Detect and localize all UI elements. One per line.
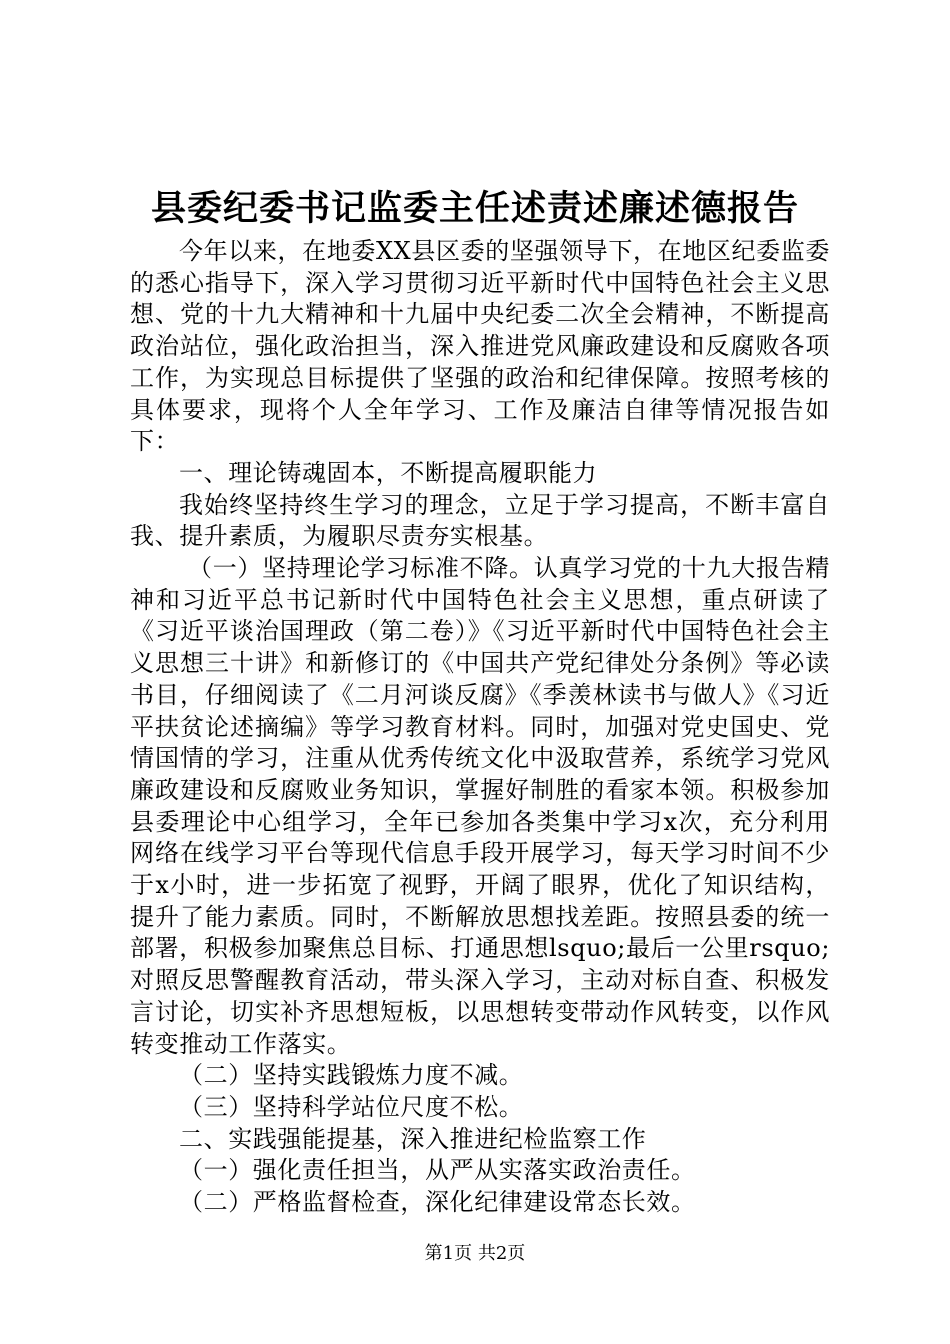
paragraph-intro: 今年以来，在地委XX县区委的坚强领导下，在地区纪委监委的悉心指导下，深入学习贯彻习近平新时代中国特色社会主义思想、党的十九大精神和十九届中央纪委二次全会精神，不断提高政治站位，强化政治担当，深入推进党风廉政建设和反腐败各项工作，为实现总目标提供了坚强的政治和纪律保障。按照考核的具体要求，现将个人全年学习、工作及廉洁自律等情况报告如下：: [130, 237, 830, 456]
section-heading-2: 二、实践强能提基，深入推进纪检监察工作: [179, 1124, 647, 1153]
subsection-heading-2-2: （二）严格监督检查，深化纪律建设常态长效。: [179, 1188, 696, 1217]
subsection-heading-2-1: （一）强化责任担当，从严从实落实政治责任。: [179, 1156, 696, 1185]
subsection-heading-1-2: （二）坚持实践锻炼力度不减。: [179, 1061, 524, 1090]
page-number-footer: 第1页 共2页: [424, 1243, 526, 1264]
document-title: 县委纪委书记监委主任述责述廉述德报告: [150, 188, 799, 229]
subsection-heading-1-3: （三）坚持科学站位尺度不松。: [179, 1092, 524, 1121]
document-body: [130, 236, 830, 1219]
section-heading-1: 一、理论铸魂固本，不断提高履职能力: [179, 458, 598, 487]
paragraph-section-1-intro: 我始终坚持终生学习的理念，立足于学习提高，不断丰富自我、提升素质，为履职尽责夯实根基。: [130, 490, 830, 551]
paragraph-subsection-1-1: （一）坚持理论学习标准不降。认真学习党的十九大报告精神和习近平总书记新时代中国特色社会主义思想，重点研读了《习近平谈治国理政（第二卷）》《习近平新时代中国特色社会主义思想三十讲》和新修订的《中国共产党纪律处分条例》等必读书目，仔细阅读了《二月河谈反腐》《季羡林读书与做人》《习近平扶贫论述摘编》等学习教育材料。同时，加强对党史国史、党情国情的学习，注重从优秀传统文化中汲取营养，系统学习党风廉政建设和反腐败业务知识，掌握好制胜的看家本领。积极参加县委理论中心组学习，全年已参加各类集中学习x次，充分利用网络在线学习平台等现代信息手段开展学习，每天学习时间不少于x小时，进一步拓宽了视野，开阔了眼界，优化了知识结构，提升了能力素质。同时，不断解放思想找差距。按照县委的统一部署，积极参加聚焦总目标、打通思想lsquo;最后一公里rsquo;对照反思警醒教育活动，带头深入学习，主动对标自查、积极发言讨论，切实补齐思想短板，以思想转变带动作风转变，以作风转变推动工作落实。: [130, 554, 830, 1058]
